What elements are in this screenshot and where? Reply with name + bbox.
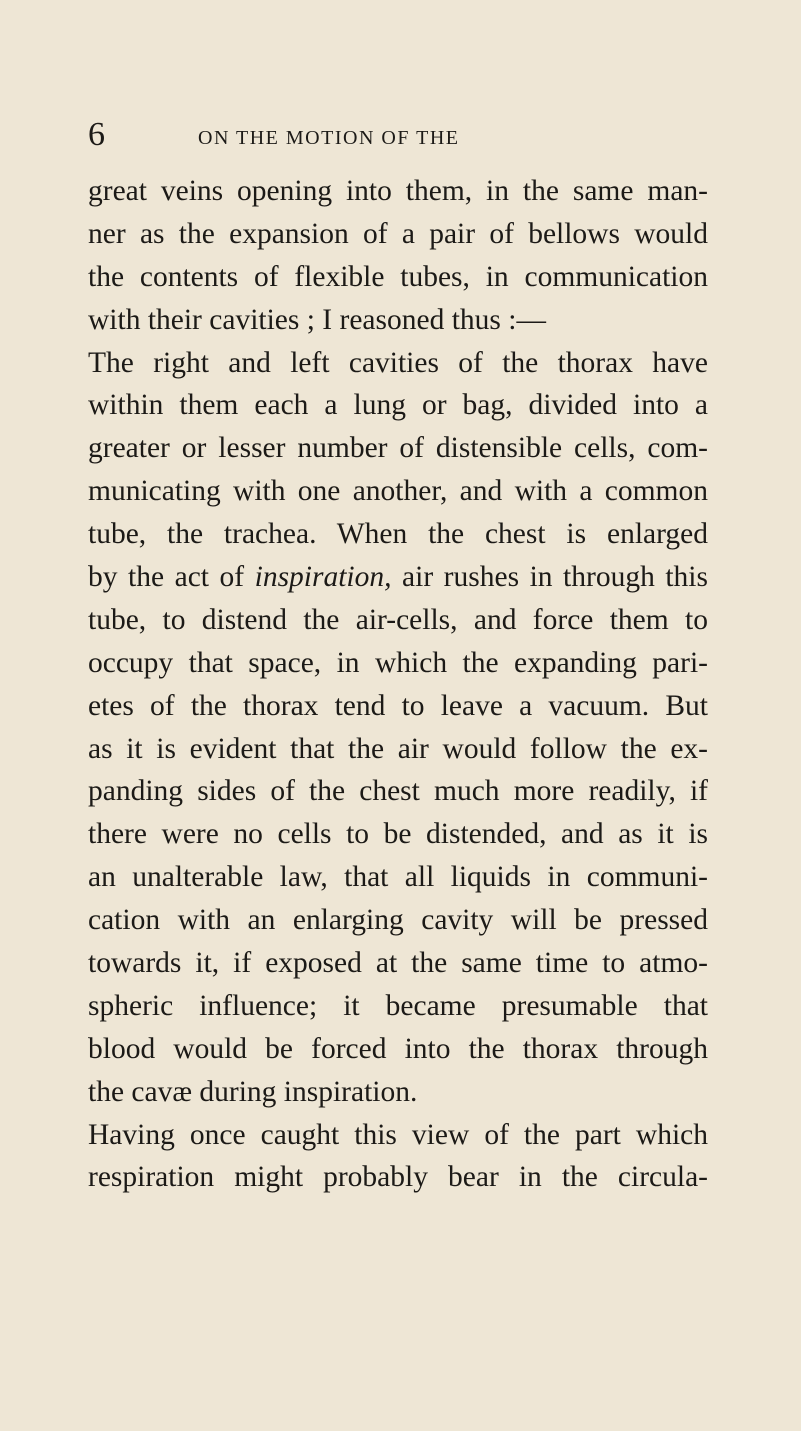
text-line: blood would be forced into the thorax through [88,1032,708,1065]
text-line: with their cavities ; I reasoned thus :— [88,303,546,336]
text-line: the cavæ during inspiration. [88,1075,418,1108]
text-line: The right and left cavities of the thorax have [88,346,708,379]
text-line: within them each a lung or bag, divided into a [88,389,708,422]
text-line: tube, to distend the air-cells, and force them to [88,603,708,636]
text-line-with-italic [88,556,708,599]
text-line: occupy that space, in which the expanding pari- [88,646,708,679]
running-head: ON THE MOTION OF THE [198,127,460,149]
text-line: as it is evident that the air would follow the ex- [88,732,708,765]
page-number: 6 [88,116,105,153]
text-line: an unalterable law, that all liquids in communi- [88,861,708,894]
page-header [88,118,728,158]
text-line: etes of the thorax tend to leave a vacuum. But [88,689,708,722]
text-line: there were no cells to be distended, and as it is [88,818,708,851]
text-line: cation with an enlarging cavity will be pressed [88,904,708,937]
italic-term: inspiration, [254,561,392,594]
text-line: the contents of flexible tubes, in communication [88,260,708,293]
text-line: municating with one another, and with a common [88,475,708,508]
text-line: respiration might probably bear in the circula- [88,1161,708,1194]
body-text [88,170,708,1199]
text-line: ner as the expansion of a pair of bellows would [88,217,708,250]
text-segment: by the act of [88,561,255,594]
text-line: greater or lesser number of distensible cells, com- [88,432,708,465]
text-line: spheric influence; it became presumable that [88,989,708,1022]
text-segment: air rushes in through this [391,561,708,594]
text-line: panding sides of the chest much more readily, if [88,775,708,808]
text-line: tube, the trachea. When the chest is enlarged [88,518,708,551]
text-line: towards it, if exposed at the same time to atmo- [88,947,708,980]
text-line: Having once caught this view of the part which [88,1118,708,1151]
text-line: great veins opening into them, in the same man- [88,175,708,207]
